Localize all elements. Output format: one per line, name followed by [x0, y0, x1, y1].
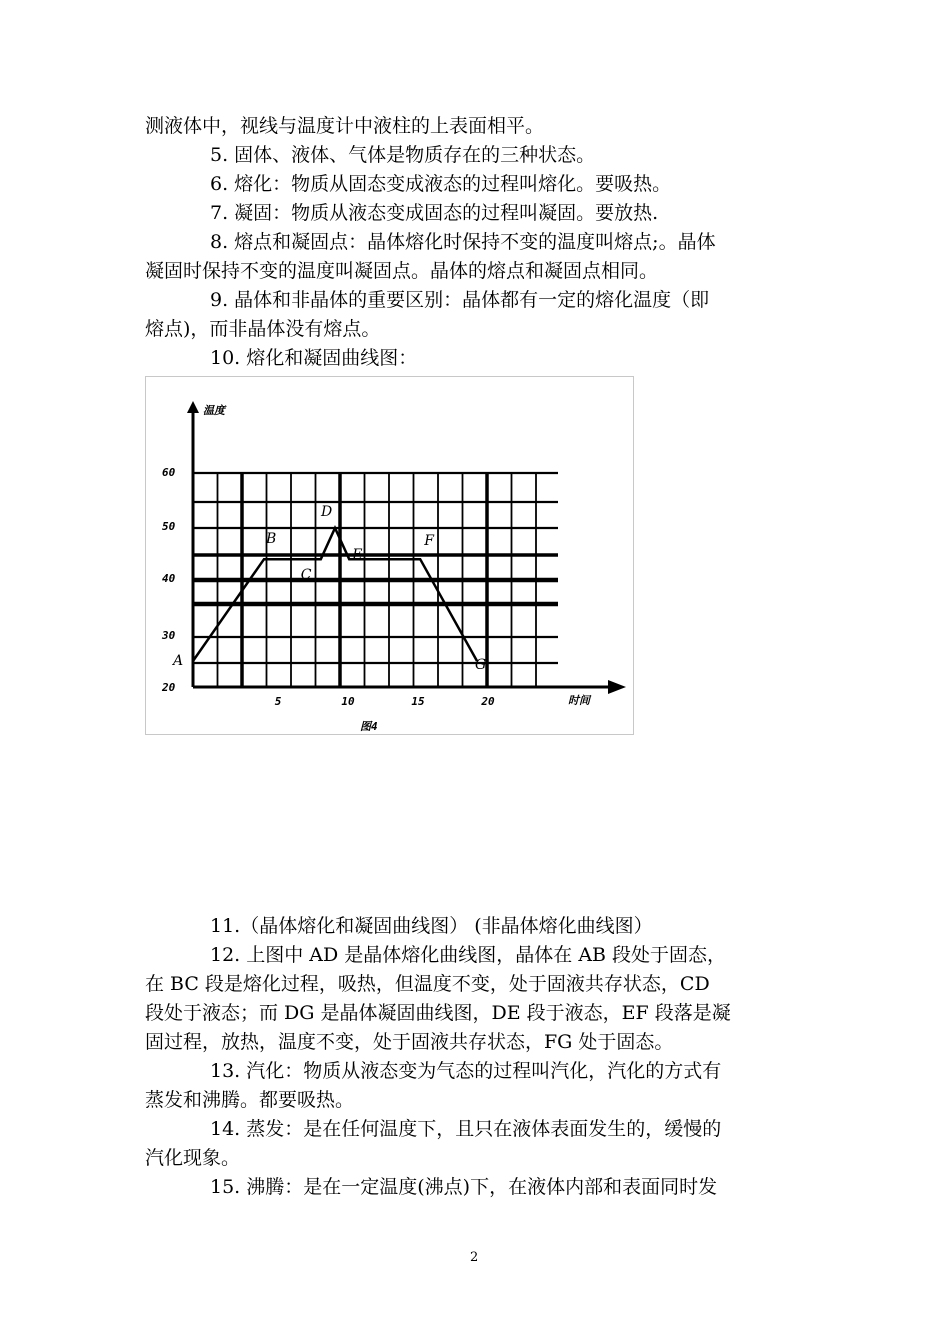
- y-tick-label: 50: [162, 520, 176, 533]
- paragraph-line: 8. 熔点和凝固点：晶体熔化时保持不变的温度叫熔点;。晶体: [210, 231, 716, 253]
- point-label-g: G: [475, 657, 487, 673]
- paragraph-line: 凝固时保持不变的温度叫凝固点。晶体的熔点和凝固点相同。: [145, 260, 659, 282]
- curve-line: [193, 528, 477, 661]
- point-label-b: B: [266, 531, 277, 548]
- paragraph-line: 12. 上图中 AD 是晶体熔化曲线图，晶体在 AB 段处于固态，: [210, 944, 727, 966]
- paragraph-line: 6. 熔化：物质从固态变成液态的过程叫熔化。要吸热。: [210, 173, 672, 195]
- point-label-c: C: [300, 567, 312, 584]
- y-tick-label: 20: [162, 681, 176, 694]
- x-tick-label: 10: [341, 695, 355, 708]
- y-axis-arrow-icon: [187, 401, 199, 413]
- y-tick-label: 30: [162, 629, 176, 642]
- paragraph-line: 11.（晶体熔化和凝固曲线图） (非晶体熔化曲线图）: [210, 915, 653, 937]
- paragraph-line: 15. 沸腾：是在一定温度(沸点)下，在液体内部和表面同时发: [210, 1176, 718, 1198]
- paragraph-line: 熔点)，而非晶体没有熔点。: [145, 318, 381, 340]
- paragraph-line: 蒸发和沸腾。都要吸热。: [145, 1089, 355, 1111]
- y-axis-label: 温度: [203, 404, 225, 417]
- paragraph-line: 9. 晶体和非晶体的重要区别：晶体都有一定的熔化温度（即: [210, 289, 710, 311]
- paragraph-line: 13. 汽化：物质从液态变为气态的过程叫汽化，汽化的方式有: [210, 1060, 722, 1082]
- melting-curve-chart: [146, 377, 635, 736]
- x-axis-label: 时间: [568, 694, 590, 707]
- paragraph-line: 固过程，放热，温度不变，处于固液共存状态，FG 处于固态。: [145, 1031, 674, 1053]
- y-tick-label: 40: [162, 572, 176, 585]
- y-tick-label: 60: [162, 466, 176, 479]
- point-label-e: E: [352, 547, 363, 564]
- paragraph-line: 5. 固体、液体、气体是物质存在的三种状态。: [210, 144, 596, 166]
- page-number: 2: [470, 1250, 479, 1265]
- paragraph-line: 14. 蒸发：是在任何温度下，且只在液体表面发生的，缓慢的: [210, 1118, 722, 1140]
- x-axis-arrow-icon: [608, 680, 626, 694]
- point-label-d: D: [321, 504, 333, 520]
- paragraph-line: 在 BC 段是熔化过程，吸热，但温度不变，处于固液共存状态，CD: [145, 973, 710, 995]
- paragraph-line: 7. 凝固：物质从液态变成固态的过程叫凝固。要放热.: [210, 202, 659, 224]
- x-tick-label: 5: [274, 695, 282, 708]
- point-label-a: A: [173, 653, 184, 669]
- x-tick-label: 15: [411, 695, 425, 708]
- paragraph-line: 汽化现象。: [145, 1147, 241, 1169]
- melting-curve-figure: [145, 376, 634, 735]
- paragraph-line: 段处于液态；而 DG 是晶体凝固曲线图，DE 段于液态，EF 段落是凝: [145, 1002, 731, 1024]
- x-tick-label: 20: [481, 695, 495, 708]
- paragraph-line: 10. 熔化和凝固曲线图：: [210, 347, 418, 369]
- point-label-f: F: [424, 533, 434, 550]
- paragraph-line: 测液体中，视线与温度计中液柱的上表面相平。: [145, 115, 545, 137]
- figure-caption: 图4: [360, 720, 378, 733]
